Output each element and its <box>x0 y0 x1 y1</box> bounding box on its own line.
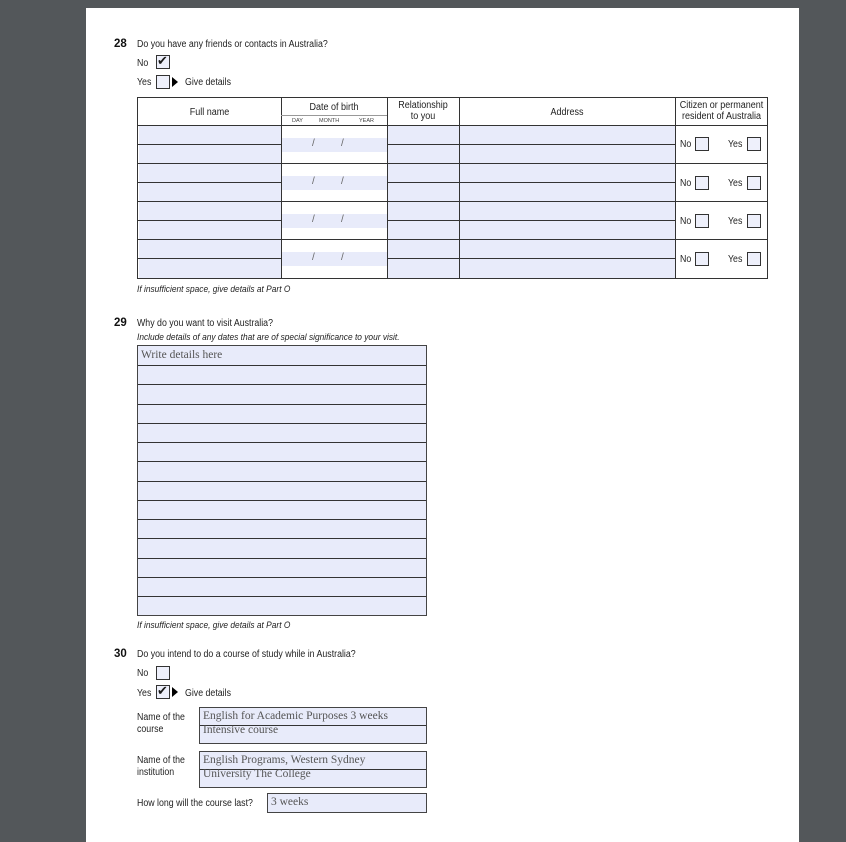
full-name-input[interactable] <box>139 240 281 258</box>
header-dob-month: MONTH <box>319 118 340 124</box>
header-dob-day: DAY <box>292 118 303 124</box>
date-separator: / <box>341 252 344 263</box>
address-input[interactable] <box>460 202 675 220</box>
header-address: Address <box>550 107 584 118</box>
course-name-label <box>137 712 185 736</box>
citizen-yes-label: Yes <box>728 254 743 265</box>
relationship-input[interactable] <box>388 259 459 278</box>
q28-give-details: Give details <box>185 77 231 88</box>
date-separator: / <box>341 214 344 225</box>
full-name-input[interactable] <box>139 202 281 220</box>
q28-yes-checkbox[interactable] <box>156 75 170 89</box>
header-citizen-line1: Citizen or permanent <box>679 100 764 111</box>
address-input[interactable] <box>460 259 675 278</box>
citizen-no-label: No <box>680 178 692 189</box>
course-name-label-line2: course <box>137 724 164 735</box>
citizen-no-checkbox[interactable] <box>695 137 709 151</box>
citizen-no-checkbox[interactable] <box>695 214 709 228</box>
course-duration-value: 3 weeks <box>271 796 309 808</box>
relationship-input[interactable] <box>388 183 459 201</box>
q28-no-checkbox[interactable] <box>156 55 170 69</box>
institution-name-input[interactable] <box>199 751 427 788</box>
citizen-no-checkbox[interactable] <box>695 252 709 266</box>
address-input[interactable] <box>460 221 675 239</box>
relationship-input[interactable] <box>388 221 459 239</box>
header-citizen <box>680 100 764 122</box>
full-name-input[interactable] <box>139 126 281 144</box>
full-name-input[interactable] <box>139 183 281 201</box>
institution-name-label-line1: Name of the <box>137 755 185 766</box>
institution-name-value-line2: University The College <box>203 768 311 780</box>
address-input[interactable] <box>460 164 675 182</box>
question-30-text: Do you intend to do a course of study while in Australia? <box>137 649 356 660</box>
arrow-right-icon <box>172 687 178 697</box>
header-dob-year: YEAR <box>359 118 374 124</box>
address-input[interactable] <box>460 145 675 163</box>
date-separator: / <box>341 176 344 187</box>
citizen-yes-checkbox[interactable] <box>747 252 761 266</box>
question-29-number: 29 <box>114 317 127 329</box>
course-name-value-line2: Intensive course <box>203 724 279 736</box>
q30-yes-label: Yes <box>137 688 152 699</box>
citizen-yes-checkbox[interactable] <box>747 176 761 190</box>
citizen-yes-label: Yes <box>728 178 743 189</box>
relationship-input[interactable] <box>388 240 459 258</box>
header-relationship-line1: Relationship <box>398 100 448 111</box>
question-29-subtext: Include details of any dates that are of special significance to your visit. <box>137 332 400 343</box>
citizen-no-label: No <box>680 254 692 265</box>
institution-name-value-line1: English Programs, Western Sydney <box>203 754 366 766</box>
header-relationship-line2: to you <box>410 111 436 122</box>
address-input[interactable] <box>460 126 675 144</box>
header-relationship <box>391 100 456 122</box>
citizen-yes-checkbox[interactable] <box>747 214 761 228</box>
question-28-text: Do you have any friends or contacts in Australia? <box>137 39 328 50</box>
dob-input[interactable] <box>282 176 387 190</box>
dob-input[interactable] <box>282 252 387 266</box>
course-duration-input[interactable] <box>267 793 427 813</box>
date-separator: / <box>341 138 344 149</box>
address-input[interactable] <box>460 240 675 258</box>
header-full-name: Full name <box>189 107 230 118</box>
date-separator: / <box>312 252 315 263</box>
dob-input[interactable] <box>282 138 387 152</box>
full-name-input[interactable] <box>139 145 281 163</box>
full-name-input[interactable] <box>139 164 281 182</box>
question-29-text: Why do you want to visit Australia? <box>137 318 273 329</box>
visit-reason-placeholder: Write details here <box>141 349 223 361</box>
form-page <box>86 8 799 842</box>
date-separator: / <box>312 214 315 225</box>
q28-yes-label: Yes <box>137 77 152 88</box>
q30-no-label: No <box>137 668 149 679</box>
course-name-value-line1: English for Academic Purposes 3 weeks <box>203 710 388 722</box>
dob-input[interactable] <box>282 214 387 228</box>
q30-no-checkbox[interactable] <box>156 666 170 680</box>
date-separator: / <box>312 138 315 149</box>
q30-give-details: Give details <box>185 688 231 699</box>
question-30-number: 30 <box>114 648 127 660</box>
full-name-input[interactable] <box>139 221 281 239</box>
full-name-input[interactable] <box>139 259 281 278</box>
address-input[interactable] <box>460 183 675 201</box>
q28-insufficient-space-note: If insufficient space, give details at Part O <box>137 284 291 295</box>
citizen-no-label: No <box>680 139 692 150</box>
relationship-input[interactable] <box>388 164 459 182</box>
citizen-no-label: No <box>680 216 692 227</box>
relationship-input[interactable] <box>388 145 459 163</box>
date-separator: / <box>312 176 315 187</box>
checkmark-icon: ✔ <box>157 683 168 698</box>
q30-yes-checkbox[interactable] <box>156 685 170 699</box>
citizen-no-checkbox[interactable] <box>695 176 709 190</box>
relationship-input[interactable] <box>388 126 459 144</box>
citizen-yes-checkbox[interactable] <box>747 137 761 151</box>
relationship-input[interactable] <box>388 202 459 220</box>
header-citizen-line2: resident of Australia <box>681 111 762 122</box>
citizen-yes-label: Yes <box>728 139 743 150</box>
institution-name-label <box>137 755 185 779</box>
header-date-of-birth: Date of birth <box>309 102 359 113</box>
course-name-label-line1: Name of the <box>137 712 185 723</box>
arrow-right-icon <box>172 77 178 87</box>
checkmark-icon: ✔ <box>157 53 168 68</box>
course-duration-label: How long will the course last? <box>137 798 253 809</box>
institution-name-label-line2: institution <box>137 767 175 778</box>
q28-no-label: No <box>137 58 149 69</box>
question-28-number: 28 <box>114 38 127 50</box>
course-name-input[interactable] <box>199 707 427 744</box>
visit-reason-textarea[interactable] <box>137 345 427 616</box>
contacts-table <box>137 97 768 279</box>
citizen-yes-label: Yes <box>728 216 743 227</box>
q29-insufficient-space-note: If insufficient space, give details at Part O <box>137 620 291 631</box>
